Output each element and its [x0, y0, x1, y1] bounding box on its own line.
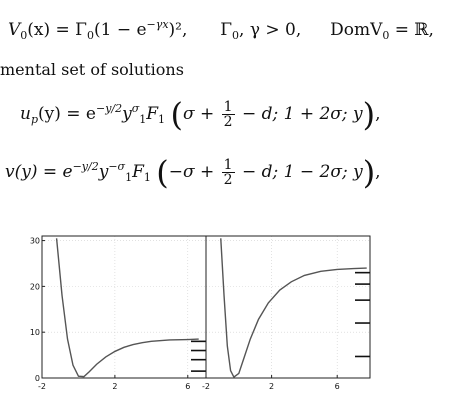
y-tick-label: 30	[29, 236, 40, 246]
plot-frame	[42, 236, 206, 378]
paragraph-text: mental set of solutions	[0, 60, 184, 79]
right-panel	[202, 236, 370, 391]
x-tick-label: -2	[202, 382, 210, 391]
domain-label: DomV	[330, 20, 383, 40]
potential-symbol: V	[8, 20, 21, 40]
x-tick-label: 6	[185, 382, 191, 391]
x-tick-label: 2	[112, 382, 118, 391]
potential-curve	[57, 238, 199, 376]
equation-potential: $V_0(x) = \Gamma_0(1 - e^{-\gamma x})^2$, $\Gamma_0$, γ > 0, DomV$_0$ = ℝ,	[8, 18, 434, 42]
potential-curve	[221, 238, 367, 377]
x-tick-label: 2	[269, 382, 275, 391]
equation-up: $u_p(y) = e^{-y/2}y^\sigma_1F_1$ (σ + $\frac{1}{2}$ − d; 1 + 2σ; y),	[20, 95, 381, 134]
equation-v: $v(y) = e^{-y/2}y^{-\sigma}_1F_1$ (−σ + $\frac{1}{2}$ − d; 1 − 2σ; y),	[5, 153, 381, 192]
y-tick-label: 20	[29, 282, 40, 292]
left-panel	[30, 236, 206, 391]
x-tick-label: 6	[334, 382, 340, 391]
y-tick-label: 0	[34, 374, 40, 383]
x-tick-label: -2	[38, 382, 46, 391]
y-tick-label: 10	[29, 328, 40, 338]
fraction-half: $\frac{1}{2}$	[223, 157, 233, 188]
plot-frame	[206, 236, 370, 378]
fraction-half: $\frac{1}{2}$	[223, 99, 233, 130]
